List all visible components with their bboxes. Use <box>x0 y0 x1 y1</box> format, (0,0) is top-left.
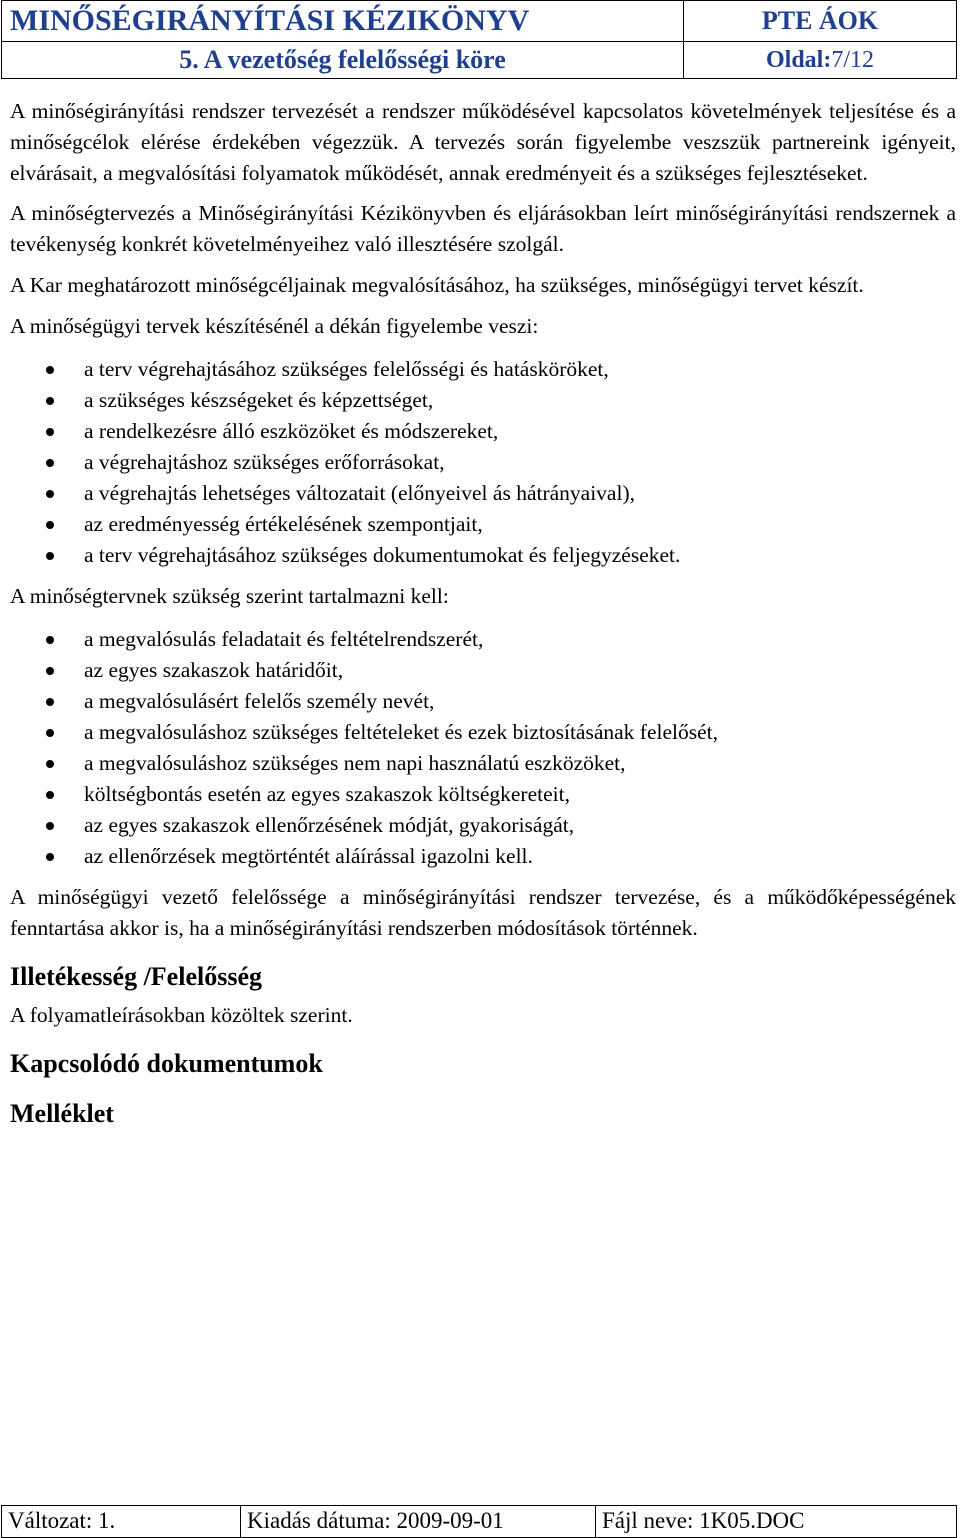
document-header <box>1 0 957 79</box>
footer-file-name: Fájl neve: 1K05.DOC <box>602 1508 805 1533</box>
list-item-text: a megvalósulás feladatait és feltételrendszerét, <box>84 627 484 651</box>
bullet-icon <box>46 698 54 706</box>
paragraph-planning-intro: A minőségirányítási rendszer tervezését a rendszer működésével kapcsolatos követelmények teljesítése és a minőségcélok elérése érdekében végezzük. A tervezés során figyelembe veszszük partnereink igényeit, elvárásait, a megvalósítási folyamatok működését, annak eredményeit és a szükséges fejlesztéseket. <box>10 99 956 185</box>
heading-attachment: Melléklet <box>10 1099 114 1128</box>
list-item <box>10 447 956 478</box>
heading-related-documents: Kapcsolódó dokumentumok <box>10 1049 323 1078</box>
list-item <box>10 748 956 779</box>
list-item-text: a rendelkezésre álló eszközöket és módszereket, <box>84 419 499 443</box>
bullet-icon <box>46 490 54 498</box>
list-item <box>10 779 956 810</box>
list-item-text: a végrehajtáshoz szükséges erőforrásokat, <box>84 450 445 474</box>
list-item <box>10 841 956 872</box>
list-item <box>10 717 956 748</box>
list-item <box>10 686 956 717</box>
paragraph-dean-considers: A minőségügyi tervek készítésénél a dékán figyelembe veszi: <box>10 314 539 338</box>
bullet-icon <box>46 428 54 436</box>
list-item <box>10 810 956 841</box>
footer-version: Változat: 1. <box>2 1506 241 1537</box>
bullet-icon <box>46 853 54 861</box>
list-item-text: a megvalósuláshoz szükséges nem napi használatú eszközöket, <box>84 751 626 775</box>
list-item-text: az egyes szakaszok határidőit, <box>84 658 344 682</box>
list-item-text: a végrehajtás lehetséges változatait (előnyeivel ás hátrányaival), <box>84 481 635 505</box>
list-item-text: az eredményesség értékelésének szempontjait, <box>84 512 483 536</box>
document-title: MINŐSÉGIRÁNYÍTÁSI KÉZIKÖNYV <box>2 1 684 42</box>
heading-responsibility: Illetékesség /Felelősség <box>10 962 262 991</box>
list-item-text: a terv végrehajtásához szükséges felelősségi és hatásköröket, <box>84 357 609 381</box>
bullet-icon <box>46 667 54 675</box>
list-item <box>10 478 956 509</box>
list-item <box>10 509 956 540</box>
dean-considerations-list <box>10 354 956 571</box>
list-item-text: a szükséges készségeket és képzettséget, <box>84 388 434 412</box>
list-item-text: a terv végrehajtásához szükséges dokumentumokat és feljegyzéseket. <box>84 543 681 567</box>
bullet-icon <box>46 521 54 529</box>
bullet-icon <box>46 459 54 467</box>
organization-name: PTE ÁOK <box>684 1 956 42</box>
list-item <box>10 385 956 416</box>
document-body <box>10 96 956 1137</box>
bullet-icon <box>46 791 54 799</box>
paragraph-quality-planning: A minőségtervezés a Minőségirányítási Kézikönyvben és eljárásokban leírt minőségirányítási rendszernek a tevékenység konkrét követelményeihez való illesztésére szolgál. <box>10 201 956 256</box>
bullet-icon <box>46 822 54 830</box>
bullet-icon <box>46 760 54 768</box>
list-item <box>10 540 956 571</box>
bullet-icon <box>46 397 54 405</box>
footer-issue-date: Kiadás dátuma: 2009-09-01 <box>241 1506 596 1537</box>
page-value: 7/12 <box>831 47 874 73</box>
page-number <box>684 42 956 78</box>
bullet-icon <box>46 366 54 374</box>
list-item <box>10 624 956 655</box>
list-item-text: a megvalósuláshoz szükséges feltételeket és ezek biztosításának felelősét, <box>84 720 718 744</box>
paragraph-responsibility: A folyamatleírásokban közöltek szerint. <box>10 1003 353 1027</box>
paragraph-quality-manager: A minőségügyi vezető felelőssége a minőségirányítási rendszer tervezése, és a működőképességének fenntartása akkor is, ha a minőségirányítási rendszerben módosítások történnek. <box>10 885 956 940</box>
bullet-icon <box>46 552 54 560</box>
list-item <box>10 655 956 686</box>
list-item-text: a megvalósulásért felelős személy nevét, <box>84 689 435 713</box>
list-item <box>10 354 956 385</box>
chapter-title: 5. A vezetőség felelősségi köre <box>2 42 684 78</box>
bullet-icon <box>46 636 54 644</box>
list-item-text: az egyes szakaszok ellenőrzésének módját, gyakoriságát, <box>84 813 575 837</box>
list-item-text: költségbontás esetén az egyes szakaszok költségkereteit, <box>84 782 570 806</box>
plan-contents-list <box>10 624 956 872</box>
paragraph-faculty-plan: A Kar meghatározott minőségcéljainak megvalósításához, ha szükséges, minőségügyi tervet készít. <box>10 273 864 297</box>
page-label: Oldal: <box>765 47 832 73</box>
paragraph-plan-contents: A minőségtervnek szükség szerint tartalmazni kell: <box>10 584 449 608</box>
bullet-icon <box>46 729 54 737</box>
document-footer <box>1 1505 957 1538</box>
list-item-text: az ellenőrzések megtörténtét aláírással igazolni kell. <box>84 844 533 868</box>
list-item <box>10 416 956 447</box>
